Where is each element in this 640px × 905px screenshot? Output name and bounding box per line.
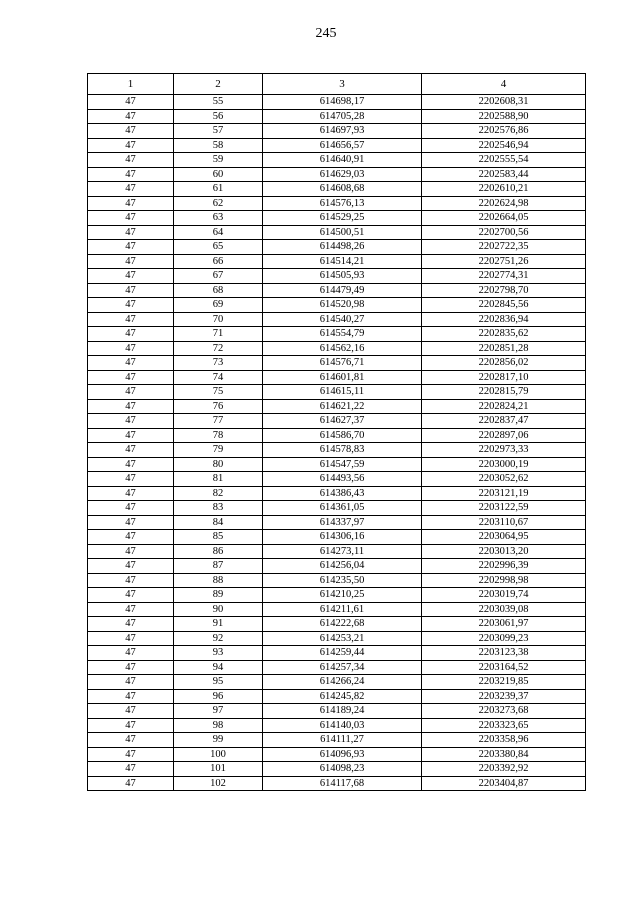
header-cell-1: 1 (88, 74, 174, 95)
table-cell: 47 (88, 704, 174, 719)
table-row (88, 617, 586, 632)
table-cell: 47 (88, 124, 174, 139)
table-cell: 99 (174, 733, 263, 748)
table-cell: 2202837,47 (422, 414, 586, 429)
table-cell: 2202608,31 (422, 95, 586, 110)
table-row (88, 472, 586, 487)
table-cell: 2203121,19 (422, 486, 586, 501)
table-cell: 614253,21 (263, 631, 422, 646)
table-row (88, 762, 586, 777)
table-row (88, 660, 586, 675)
table-cell: 88 (174, 573, 263, 588)
table-cell: 614259,44 (263, 646, 422, 661)
table-cell: 69 (174, 298, 263, 313)
table-cell: 2202835,62 (422, 327, 586, 342)
table-row (88, 385, 586, 400)
table-row (88, 182, 586, 197)
table-cell: 47 (88, 211, 174, 226)
table-row (88, 211, 586, 226)
table-cell: 77 (174, 414, 263, 429)
table-cell: 614096,93 (263, 747, 422, 762)
table-cell: 86 (174, 544, 263, 559)
table-cell: 47 (88, 573, 174, 588)
table-row (88, 457, 586, 472)
table-row (88, 443, 586, 458)
table-cell: 614540,27 (263, 312, 422, 327)
table-cell: 2203099,23 (422, 631, 586, 646)
table-cell: 47 (88, 138, 174, 153)
table-body (88, 95, 586, 791)
table-cell: 2202583,44 (422, 167, 586, 182)
table-cell: 78 (174, 428, 263, 443)
table-row (88, 283, 586, 298)
table-cell: 47 (88, 530, 174, 545)
table-cell: 614576,13 (263, 196, 422, 211)
table-cell: 47 (88, 457, 174, 472)
table-cell: 614211,61 (263, 602, 422, 617)
table-cell: 614337,97 (263, 515, 422, 530)
header-cell-2: 2 (174, 74, 263, 95)
table-cell: 47 (88, 631, 174, 646)
table-cell: 2203000,19 (422, 457, 586, 472)
table-cell: 47 (88, 544, 174, 559)
table-cell: 58 (174, 138, 263, 153)
table-cell: 47 (88, 225, 174, 240)
table-cell: 614576,71 (263, 356, 422, 371)
table-cell: 76 (174, 399, 263, 414)
table-row (88, 298, 586, 313)
table-row (88, 776, 586, 791)
table-cell: 2203164,52 (422, 660, 586, 675)
table-cell: 2203052,62 (422, 472, 586, 487)
table-cell: 2202973,33 (422, 443, 586, 458)
table-cell: 2203039,08 (422, 602, 586, 617)
table-row (88, 225, 586, 240)
table-cell: 47 (88, 472, 174, 487)
coordinates-table (87, 73, 586, 791)
table-cell: 92 (174, 631, 263, 646)
table-cell: 2203110,67 (422, 515, 586, 530)
table-row (88, 109, 586, 124)
table-row (88, 501, 586, 516)
table-cell: 47 (88, 95, 174, 110)
table-cell: 102 (174, 776, 263, 791)
table-cell: 72 (174, 341, 263, 356)
table-cell: 2202856,02 (422, 356, 586, 371)
table-cell: 47 (88, 385, 174, 400)
table-cell: 57 (174, 124, 263, 139)
table-cell: 614578,83 (263, 443, 422, 458)
table-cell: 98 (174, 718, 263, 733)
table-cell: 2202664,05 (422, 211, 586, 226)
table-cell: 96 (174, 689, 263, 704)
table-cell: 47 (88, 240, 174, 255)
table-cell: 68 (174, 283, 263, 298)
table-cell: 2202722,35 (422, 240, 586, 255)
table-cell: 97 (174, 704, 263, 719)
table-cell: 63 (174, 211, 263, 226)
table-cell: 614117,68 (263, 776, 422, 791)
table-cell: 47 (88, 327, 174, 342)
header-cell-4: 4 (422, 74, 586, 95)
table-row (88, 196, 586, 211)
table-cell: 47 (88, 254, 174, 269)
table-cell: 614210,25 (263, 588, 422, 603)
table-row (88, 515, 586, 530)
table-cell: 614586,70 (263, 428, 422, 443)
table-cell: 81 (174, 472, 263, 487)
table-cell: 614361,05 (263, 501, 422, 516)
table-cell: 47 (88, 588, 174, 603)
table-header (88, 74, 586, 95)
table-cell: 614505,93 (263, 269, 422, 284)
table-cell: 47 (88, 443, 174, 458)
table-cell: 614621,22 (263, 399, 422, 414)
table-cell: 47 (88, 515, 174, 530)
table-cell: 2202624,98 (422, 196, 586, 211)
table-cell: 614529,25 (263, 211, 422, 226)
table-cell: 47 (88, 501, 174, 516)
table-cell: 2202817,10 (422, 370, 586, 385)
table-row (88, 573, 586, 588)
table-cell: 2202751,26 (422, 254, 586, 269)
table-cell: 614098,23 (263, 762, 422, 777)
table-cell: 2202555,54 (422, 153, 586, 168)
table-cell: 614705,28 (263, 109, 422, 124)
page-number: 245 (315, 26, 337, 41)
table-cell: 47 (88, 167, 174, 182)
table-cell: 47 (88, 109, 174, 124)
table-cell: 2202774,31 (422, 269, 586, 284)
table-cell: 84 (174, 515, 263, 530)
table-row (88, 240, 586, 255)
table-row (88, 428, 586, 443)
table-cell: 95 (174, 675, 263, 690)
table-cell: 80 (174, 457, 263, 472)
header-cell-3: 3 (263, 74, 422, 95)
table-row (88, 747, 586, 762)
table-cell: 47 (88, 718, 174, 733)
table-cell: 2202845,56 (422, 298, 586, 313)
table-row (88, 733, 586, 748)
table-cell: 614601,81 (263, 370, 422, 385)
table-row (88, 254, 586, 269)
table-cell: 60 (174, 167, 263, 182)
table-row (88, 153, 586, 168)
table-cell: 2202815,79 (422, 385, 586, 400)
table-row (88, 675, 586, 690)
table-cell: 614493,56 (263, 472, 422, 487)
table-cell: 47 (88, 602, 174, 617)
table-cell: 47 (88, 762, 174, 777)
table-row (88, 689, 586, 704)
table-row (88, 399, 586, 414)
table-row (88, 327, 586, 342)
table-cell: 47 (88, 486, 174, 501)
table-cell: 614140,03 (263, 718, 422, 733)
table-cell: 2202897,06 (422, 428, 586, 443)
table-cell: 2203323,65 (422, 718, 586, 733)
table-cell: 614273,11 (263, 544, 422, 559)
table-cell: 614698,17 (263, 95, 422, 110)
table-cell: 93 (174, 646, 263, 661)
table-cell: 2203392,92 (422, 762, 586, 777)
table-cell: 47 (88, 399, 174, 414)
table-cell: 2203358,96 (422, 733, 586, 748)
table-cell: 614697,93 (263, 124, 422, 139)
table-cell: 100 (174, 747, 263, 762)
table-cell: 101 (174, 762, 263, 777)
header-row (88, 74, 586, 95)
table-row (88, 269, 586, 284)
table-row (88, 356, 586, 371)
table-cell: 47 (88, 660, 174, 675)
table-cell: 47 (88, 776, 174, 791)
table-cell: 47 (88, 356, 174, 371)
table-cell: 70 (174, 312, 263, 327)
table-cell: 2203380,84 (422, 747, 586, 762)
table-cell: 2202851,28 (422, 341, 586, 356)
table-cell: 47 (88, 617, 174, 632)
table-cell: 47 (88, 312, 174, 327)
table-cell: 614514,21 (263, 254, 422, 269)
table-row (88, 544, 586, 559)
table-cell: 67 (174, 269, 263, 284)
table-cell: 59 (174, 153, 263, 168)
table-cell: 614615,11 (263, 385, 422, 400)
table-cell: 71 (174, 327, 263, 342)
table-cell: 2203122,59 (422, 501, 586, 516)
table-row (88, 341, 586, 356)
table-cell: 83 (174, 501, 263, 516)
table-cell: 47 (88, 428, 174, 443)
table-cell: 47 (88, 283, 174, 298)
table-cell: 82 (174, 486, 263, 501)
table-cell: 47 (88, 298, 174, 313)
table-cell: 2203013,20 (422, 544, 586, 559)
table-row (88, 138, 586, 153)
table-row (88, 530, 586, 545)
table-cell: 614627,37 (263, 414, 422, 429)
table-cell: 47 (88, 733, 174, 748)
table-cell: 2202588,90 (422, 109, 586, 124)
table-cell: 2203239,37 (422, 689, 586, 704)
table-cell: 55 (174, 95, 263, 110)
table-cell: 614608,68 (263, 182, 422, 197)
table-cell: 73 (174, 356, 263, 371)
table-cell: 91 (174, 617, 263, 632)
table-cell: 2203219,85 (422, 675, 586, 690)
table-cell: 85 (174, 530, 263, 545)
table-cell: 614245,82 (263, 689, 422, 704)
table-cell: 2203273,68 (422, 704, 586, 719)
table-cell: 61 (174, 182, 263, 197)
table-row (88, 602, 586, 617)
table-cell: 2202836,94 (422, 312, 586, 327)
table-cell: 87 (174, 559, 263, 574)
table-cell: 47 (88, 559, 174, 574)
table-row (88, 312, 586, 327)
table-cell: 614554,79 (263, 327, 422, 342)
table-row (88, 704, 586, 719)
table-cell: 614235,50 (263, 573, 422, 588)
table-cell: 614222,68 (263, 617, 422, 632)
table-cell: 47 (88, 675, 174, 690)
table-cell: 614257,34 (263, 660, 422, 675)
table-cell: 79 (174, 443, 263, 458)
table-cell: 2202546,94 (422, 138, 586, 153)
table-cell: 614520,98 (263, 298, 422, 313)
table-cell: 614479,49 (263, 283, 422, 298)
table-row (88, 718, 586, 733)
table-row (88, 486, 586, 501)
table-cell: 614629,03 (263, 167, 422, 182)
table-cell: 74 (174, 370, 263, 385)
table-row (88, 414, 586, 429)
table-cell: 47 (88, 689, 174, 704)
table-cell: 65 (174, 240, 263, 255)
table-row (88, 370, 586, 385)
table-cell: 2202824,21 (422, 399, 586, 414)
table-cell: 47 (88, 341, 174, 356)
table-cell: 614562,16 (263, 341, 422, 356)
table-cell: 47 (88, 646, 174, 661)
table-cell: 47 (88, 182, 174, 197)
table-cell: 64 (174, 225, 263, 240)
table-cell: 614386,43 (263, 486, 422, 501)
table-row (88, 124, 586, 139)
table-row (88, 631, 586, 646)
table-cell: 94 (174, 660, 263, 675)
table-cell: 614500,51 (263, 225, 422, 240)
table-cell: 2203064,95 (422, 530, 586, 545)
table-cell: 47 (88, 196, 174, 211)
table-cell: 47 (88, 414, 174, 429)
table-cell: 614547,59 (263, 457, 422, 472)
table-cell: 2202996,39 (422, 559, 586, 574)
table-row (88, 646, 586, 661)
table-cell: 614640,91 (263, 153, 422, 168)
table-cell: 614656,57 (263, 138, 422, 153)
table-cell: 47 (88, 747, 174, 762)
table-cell: 614256,04 (263, 559, 422, 574)
table-row (88, 95, 586, 110)
table-cell: 2202700,56 (422, 225, 586, 240)
table-cell: 66 (174, 254, 263, 269)
table-cell: 614306,16 (263, 530, 422, 545)
table-cell: 75 (174, 385, 263, 400)
table-cell: 62 (174, 196, 263, 211)
table-cell: 2202798,70 (422, 283, 586, 298)
table-cell: 89 (174, 588, 263, 603)
table-cell: 90 (174, 602, 263, 617)
table-cell: 614111,27 (263, 733, 422, 748)
table-cell: 614266,24 (263, 675, 422, 690)
table-cell: 2202576,86 (422, 124, 586, 139)
table-row (88, 588, 586, 603)
table-cell: 614498,26 (263, 240, 422, 255)
table-cell: 47 (88, 370, 174, 385)
table-cell: 56 (174, 109, 263, 124)
table-cell: 2203404,87 (422, 776, 586, 791)
table-cell: 47 (88, 269, 174, 284)
table-row (88, 167, 586, 182)
table-row (88, 559, 586, 574)
table-cell: 2203061,97 (422, 617, 586, 632)
table-cell: 2202610,21 (422, 182, 586, 197)
table-cell: 2202998,98 (422, 573, 586, 588)
table-cell: 614189,24 (263, 704, 422, 719)
table-cell: 47 (88, 153, 174, 168)
table-cell: 2203019,74 (422, 588, 586, 603)
table-cell: 2203123,38 (422, 646, 586, 661)
